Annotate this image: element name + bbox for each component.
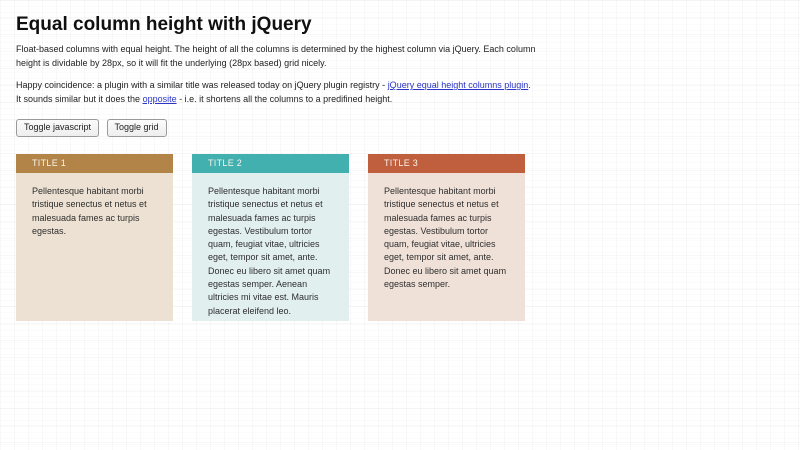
columns-container	[16, 154, 525, 321]
intro-paragraph-1: Float-based columns with equal height. The height of all the columns is determined by the highest column via jQuery. Each column height is dividable by 28px, so it will fit the underlying (28px based) grid nicely.	[16, 44, 536, 68]
toolbar	[16, 117, 784, 137]
toggle-grid-button[interactable]: Toggle grid	[107, 119, 167, 137]
column-3-body: Pellentesque habitant morbi tristique senectus et netus et malesuada fames ac turpis egestas. Vestibulum tortor quam, feugiat vitae, ultricies eget, tempor sit amet, ante. Donec eu libero sit amet quam egestas semper.	[368, 173, 525, 321]
p2-text-2: . It sounds similar but it does the	[16, 80, 531, 104]
column-3	[368, 154, 525, 321]
column-1	[16, 154, 173, 321]
page-title: Equal column height with jQuery	[16, 14, 312, 35]
column-2	[192, 154, 349, 321]
opposite-link[interactable]: opposite	[142, 93, 177, 104]
column-2-header	[192, 154, 349, 173]
column-3-header	[368, 154, 525, 173]
toggle-javascript-button[interactable]: Toggle javascript	[16, 119, 99, 137]
p2-text-1: Happy coincidence: a plugin with a similar title was released today on jQuery plugin registry -	[16, 80, 388, 90]
column-1-header	[16, 154, 173, 173]
column-1-title: TITLE 1	[32, 158, 67, 168]
plugin-registry-link[interactable]: jQuery equal height columns plugin	[387, 80, 529, 90]
column-2-title: TITLE 2	[208, 158, 243, 168]
intro-paragraph-2	[16, 79, 536, 106]
column-1-body: Pellentesque habitant morbi tristique senectus et netus et malesuada fames ac turpis egestas.	[16, 173, 173, 321]
column-2-body: Pellentesque habitant morbi tristique senectus et netus et malesuada fames ac turpis egestas. Vestibulum tortor quam, feugiat vitae, ultricies eget, tempor sit amet, ante. Donec eu libero sit amet quam egestas semper. Aenean ultricies mi vitae est. Mauris placerat eleifend leo.	[192, 173, 349, 321]
column-3-title: TITLE 3	[384, 158, 419, 168]
p2-text-3: - i.e. it shortens all the columns to a predifined height.	[176, 93, 393, 104]
